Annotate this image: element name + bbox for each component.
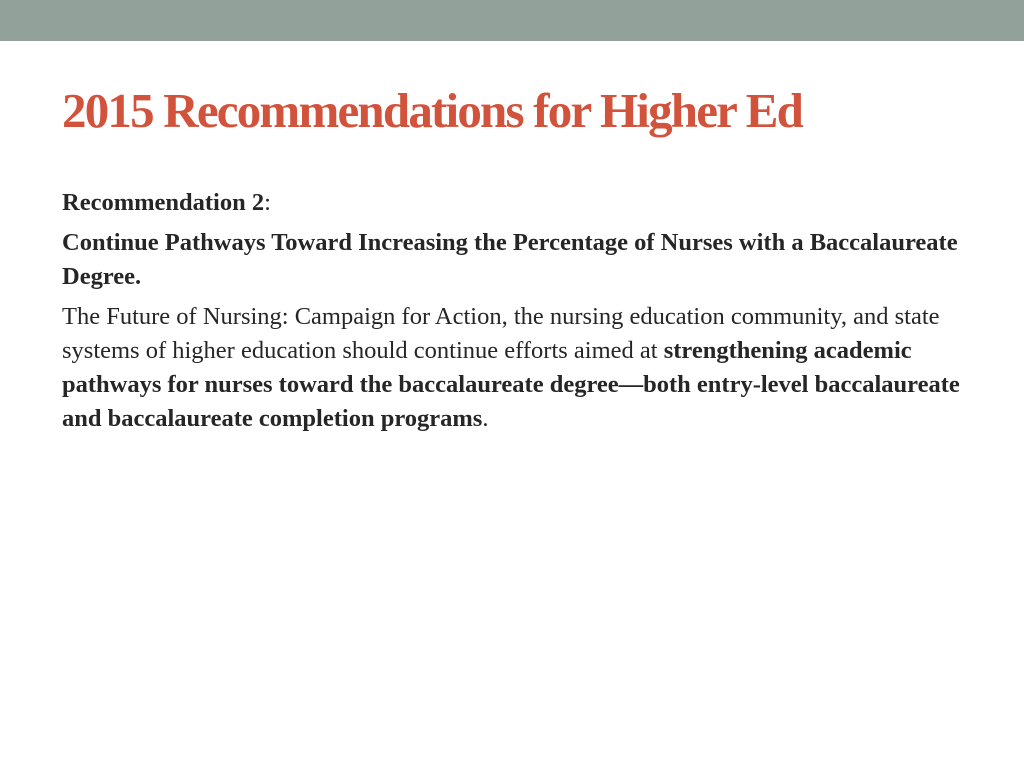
body-emphasis: strengthening academic pathways for nurses toward the baccalaureate degree—both entry-level baccalaureate and baccalaureate completion programs	[62, 337, 960, 432]
body-intro: The Future of Nursing: Campaign for Action, the nursing education community, and state systems of higher education should continue efforts aimed at	[62, 303, 940, 364]
slide-title: 2015 Recommendations for Higher Ed	[62, 83, 803, 138]
recommendation-label: Recommendation 2	[62, 189, 265, 216]
recommendation-heading: Continue Pathways Toward Increasing the Percentage of Nurses with a Baccalaureate Degree.	[62, 229, 958, 290]
recommendation-label-colon: :	[264, 189, 271, 216]
body-end: .	[482, 405, 489, 432]
top-accent-band	[0, 0, 1024, 41]
slide-content	[62, 186, 962, 436]
recommendation-body	[62, 300, 962, 436]
recommendation-label-line	[62, 186, 962, 220]
